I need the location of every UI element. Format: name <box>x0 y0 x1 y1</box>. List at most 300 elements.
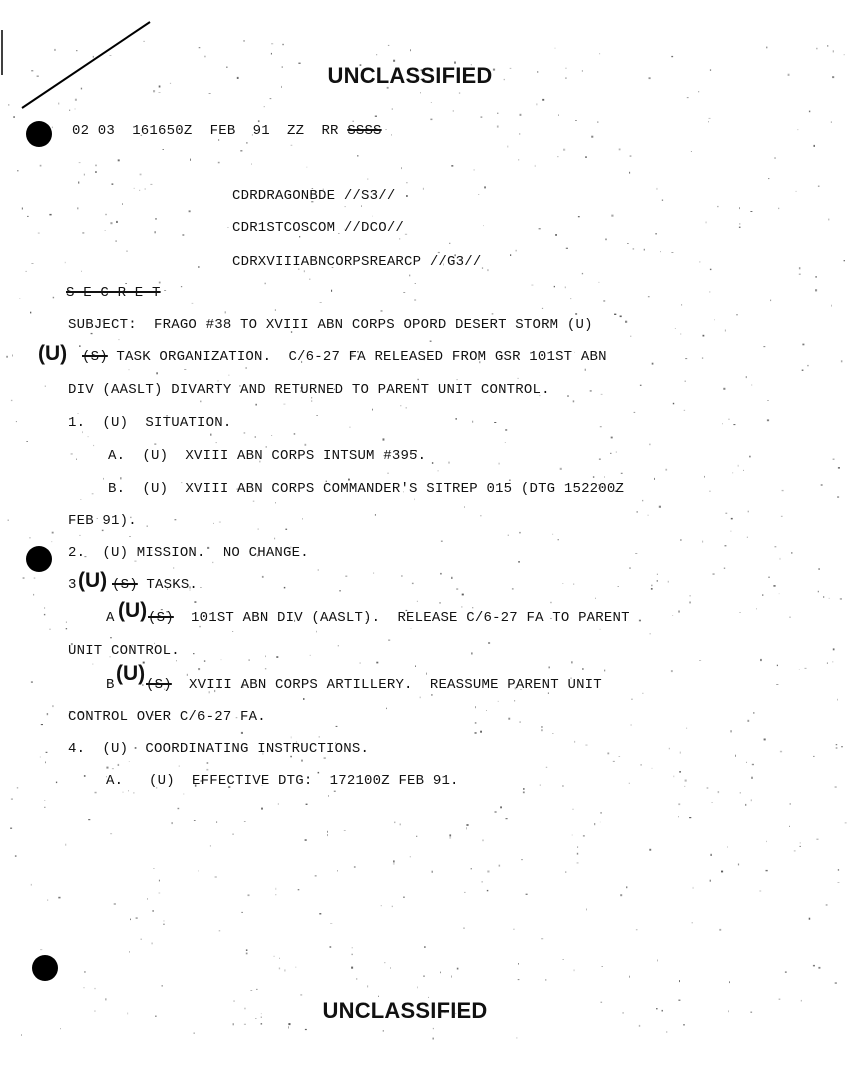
speckle <box>836 744 838 745</box>
speckle <box>159 92 161 93</box>
speckle <box>802 344 804 346</box>
speckle <box>216 442 217 443</box>
speckle <box>276 888 277 890</box>
speckle <box>246 953 248 955</box>
speckle <box>732 473 733 474</box>
speckle <box>678 611 680 613</box>
speckle <box>164 290 166 291</box>
speckle <box>390 967 391 969</box>
speckle <box>681 304 682 305</box>
speckle <box>748 511 749 513</box>
speckle <box>800 843 801 844</box>
speckle <box>600 812 602 814</box>
speckle <box>84 775 86 777</box>
speckle <box>84 987 85 988</box>
speckle <box>391 134 392 135</box>
speckle <box>673 403 674 405</box>
speckle <box>47 713 48 715</box>
speckle <box>482 267 483 269</box>
speckle <box>651 588 653 590</box>
speckle <box>668 581 669 583</box>
speckle <box>84 174 85 176</box>
speckle <box>573 584 574 585</box>
speckle <box>652 363 654 365</box>
speckle <box>472 607 473 608</box>
coordinating-heading: 4. (U) COORDINATING INSTRUCTIONS. <box>68 741 370 757</box>
speckle <box>657 188 658 190</box>
speckle <box>163 924 165 925</box>
speckle <box>582 668 584 669</box>
speckle <box>71 453 73 454</box>
speckle <box>367 985 368 987</box>
speckle <box>246 142 248 143</box>
speckle <box>730 531 731 532</box>
speckle <box>181 286 182 287</box>
speckle <box>466 824 468 826</box>
speckle <box>213 523 214 524</box>
speckle <box>271 53 272 55</box>
speckle <box>841 746 842 747</box>
speckle <box>27 216 29 217</box>
speckle <box>710 880 711 882</box>
speckle <box>488 642 490 644</box>
speckle <box>141 939 142 940</box>
speckle <box>40 949 42 950</box>
speckle <box>762 594 763 596</box>
speckle <box>702 541 703 543</box>
speckle <box>265 656 266 658</box>
tasks-item-a-line-1 <box>148 610 630 626</box>
situation-item-b-line-2: FEB 91). <box>68 513 137 529</box>
speckle <box>729 981 730 983</box>
speckle <box>301 760 302 762</box>
struck-marking: (S) <box>112 577 138 593</box>
speckle <box>316 415 317 416</box>
speckle <box>484 186 486 188</box>
speckle <box>487 871 489 873</box>
speckle <box>221 660 222 661</box>
speckle <box>685 358 687 359</box>
speckle <box>837 699 838 701</box>
speckle <box>255 436 256 438</box>
speckle <box>279 968 280 970</box>
speckle <box>315 876 317 877</box>
speckle <box>44 608 45 609</box>
speckle <box>316 631 317 633</box>
speckle <box>718 791 720 793</box>
speckle <box>708 121 709 122</box>
speckle <box>261 808 263 810</box>
speckle <box>26 271 27 272</box>
speckle <box>500 806 502 808</box>
speckle <box>274 538 275 540</box>
speckle <box>494 422 496 423</box>
speckle <box>189 210 191 212</box>
speckle <box>399 238 400 239</box>
speckle <box>136 917 138 919</box>
speckle <box>611 437 613 439</box>
speckle <box>116 221 118 223</box>
speckle <box>773 585 775 587</box>
speckle <box>11 400 13 401</box>
speckle <box>807 365 808 366</box>
handwritten-marking: (U) <box>116 662 146 685</box>
speckle <box>129 951 130 953</box>
speckle <box>155 231 156 233</box>
speckle <box>709 491 710 492</box>
speckle <box>58 103 59 105</box>
speckle <box>519 133 520 135</box>
speckle <box>449 462 450 464</box>
speckle <box>733 424 735 425</box>
speckle <box>199 47 201 48</box>
handwritten-marking: (U) <box>78 569 108 592</box>
speckle <box>669 748 670 750</box>
speckle <box>378 996 379 997</box>
speckle <box>751 385 752 386</box>
speckle <box>586 909 587 911</box>
speckle <box>641 764 642 766</box>
speckle <box>334 791 336 792</box>
speckle <box>475 722 477 723</box>
speckle <box>499 463 500 465</box>
speckle <box>88 819 90 820</box>
speckle <box>828 219 829 221</box>
speckle <box>411 628 412 629</box>
speckle <box>449 834 451 836</box>
speckle <box>597 121 598 122</box>
speckle <box>150 184 152 185</box>
speckle <box>739 207 740 209</box>
speckle <box>52 532 54 534</box>
speckle <box>746 376 747 378</box>
speckle <box>253 501 255 502</box>
speckle <box>76 50 77 51</box>
speckle <box>375 116 377 118</box>
speckle <box>837 496 839 498</box>
speckle <box>595 598 596 599</box>
speckle <box>215 876 217 877</box>
speckle <box>134 188 135 189</box>
dtg-text: 02 03 161650Z FEB 91 ZZ RR <box>72 123 348 139</box>
speckle <box>756 608 757 609</box>
speckle <box>618 586 619 587</box>
speckle <box>566 248 568 249</box>
speckle <box>629 976 630 978</box>
speckle <box>44 614 45 615</box>
speckle <box>816 839 818 840</box>
speckle <box>88 437 89 438</box>
struck-marking: (S) <box>148 610 174 626</box>
speckle <box>630 336 631 337</box>
speckle <box>600 629 601 630</box>
speckle <box>838 869 839 871</box>
speckle <box>747 720 749 722</box>
speckle <box>431 102 432 103</box>
speckle <box>179 766 180 767</box>
speckle <box>652 768 653 769</box>
speckle <box>7 356 8 358</box>
speckle <box>17 788 18 789</box>
speckle <box>52 127 53 129</box>
speckle <box>713 574 715 575</box>
speckle <box>815 276 816 277</box>
speckle <box>112 183 114 185</box>
speckle <box>299 236 300 237</box>
speckle <box>320 302 322 303</box>
speckle <box>79 345 80 347</box>
speckle <box>54 49 56 51</box>
speckle <box>598 282 599 283</box>
speckle <box>481 515 482 516</box>
speckle <box>360 662 361 663</box>
speckle <box>424 946 426 947</box>
speckle <box>665 469 667 471</box>
speckle <box>130 919 131 921</box>
speckle <box>601 394 603 395</box>
speckle <box>416 836 417 837</box>
speckle <box>275 309 276 311</box>
speckle <box>657 960 658 962</box>
speckle <box>154 868 155 869</box>
speckle <box>403 897 405 898</box>
speckle <box>77 207 78 209</box>
speckle <box>724 568 725 569</box>
speckle <box>248 659 250 660</box>
speckle <box>38 233 40 234</box>
speckle <box>84 971 86 973</box>
speckle <box>459 93 460 94</box>
speckle <box>438 252 440 253</box>
speckle <box>116 240 117 242</box>
speckle <box>153 910 154 912</box>
speckle <box>789 617 791 618</box>
speckle <box>794 850 796 851</box>
speckle <box>630 156 632 157</box>
speckle <box>271 43 273 44</box>
speckle <box>814 145 815 147</box>
speckle <box>456 588 458 589</box>
speckle <box>373 572 374 573</box>
speckle <box>451 976 452 978</box>
speckle <box>680 752 681 754</box>
speckle <box>426 673 427 675</box>
speckle <box>388 45 389 46</box>
speckle <box>431 694 433 696</box>
speckle <box>629 567 630 569</box>
speckle <box>599 459 601 460</box>
speckle <box>462 594 464 596</box>
speckle <box>306 804 308 805</box>
speckle <box>603 300 605 302</box>
speckle <box>610 453 611 454</box>
speckle <box>415 666 416 667</box>
speckle <box>377 54 378 55</box>
speckle <box>649 849 651 851</box>
speckle <box>393 60 395 62</box>
speckle <box>466 827 467 829</box>
speckle <box>691 151 692 152</box>
speckle <box>827 45 828 47</box>
speckle <box>110 55 112 56</box>
speckle <box>256 989 258 990</box>
speckle <box>497 113 498 114</box>
speckle <box>270 98 272 99</box>
speckle <box>420 697 421 699</box>
speckle <box>690 595 691 597</box>
speckle <box>751 777 752 779</box>
speckle <box>714 319 715 320</box>
speckle <box>383 438 385 440</box>
speckle <box>285 529 287 530</box>
speckle <box>478 194 479 195</box>
speckle <box>499 865 501 867</box>
speckle <box>671 252 673 253</box>
speckle <box>679 980 680 982</box>
tasks-heading-line <box>112 577 198 593</box>
speckle <box>352 954 353 955</box>
speckle <box>829 598 830 599</box>
speckle <box>764 739 766 741</box>
speckle <box>735 755 736 757</box>
struck-routing-text: SSSS <box>347 123 382 139</box>
speckle <box>841 360 843 362</box>
speckle <box>613 761 615 762</box>
speckle <box>690 602 691 604</box>
speckle <box>209 93 211 94</box>
speckle <box>178 808 180 809</box>
speckle <box>44 807 45 808</box>
speckle <box>785 972 787 973</box>
speckle <box>66 628 67 629</box>
speckle <box>738 864 739 866</box>
speckle <box>80 499 81 500</box>
speckle <box>604 477 605 478</box>
speckle <box>298 889 300 890</box>
speckle <box>702 357 703 358</box>
speckle <box>34 578 36 579</box>
speckle <box>65 262 66 263</box>
speckle <box>575 313 577 315</box>
speckle <box>432 462 433 464</box>
speckle <box>451 165 453 167</box>
speckle <box>10 828 12 829</box>
speckle <box>475 706 476 708</box>
speckle <box>457 968 459 970</box>
speckle <box>560 468 562 470</box>
speckle <box>717 206 718 207</box>
speckle <box>194 820 196 821</box>
speckle <box>770 300 771 302</box>
speckle <box>412 583 414 584</box>
speckle <box>284 587 286 589</box>
speckle <box>655 233 657 234</box>
speckle <box>674 776 675 778</box>
speckle <box>818 967 820 969</box>
speckle <box>93 445 94 446</box>
speckle <box>683 1024 684 1025</box>
speckle <box>56 782 57 784</box>
speckle <box>417 601 418 602</box>
speckle <box>719 929 721 931</box>
speckle <box>143 41 145 42</box>
speckle <box>562 786 564 787</box>
speckle <box>140 174 142 176</box>
speckle <box>731 518 733 520</box>
speckle <box>453 110 454 112</box>
speckle <box>381 310 383 311</box>
speckle <box>505 442 506 443</box>
speckle <box>110 637 112 638</box>
speckle <box>19 298 20 299</box>
speckle <box>79 535 80 536</box>
speckle <box>102 530 104 531</box>
speckle <box>327 831 328 833</box>
speckle <box>684 410 685 411</box>
speckle <box>219 930 221 931</box>
speckle <box>555 48 556 49</box>
speckle <box>577 863 579 864</box>
speckle <box>229 375 230 376</box>
speckle <box>309 279 310 280</box>
speckle <box>210 434 211 436</box>
speckle <box>574 741 575 743</box>
speckle <box>13 116 15 118</box>
speckle <box>520 114 522 116</box>
speckle <box>799 274 801 275</box>
speckle <box>49 629 51 630</box>
speckle <box>40 165 42 167</box>
speckle <box>392 108 393 110</box>
speckle <box>540 784 541 786</box>
speckle <box>844 54 845 55</box>
speckle <box>33 594 34 596</box>
speckle <box>680 334 681 335</box>
speckle <box>662 200 663 201</box>
task-org-line-2: DIV (AASLT) DIVARTY AND RETURNED TO PARENT UNIT CONTROL. <box>68 382 550 398</box>
speckle <box>539 228 541 229</box>
speckle <box>262 576 264 578</box>
tasks-item-a-line-2: UNIT CONTROL. <box>68 643 180 659</box>
speckle <box>464 928 465 929</box>
speckle <box>703 335 705 337</box>
speckle <box>549 667 550 669</box>
speckle <box>184 794 185 795</box>
speckle <box>455 418 457 419</box>
speckle <box>8 520 9 522</box>
speckle <box>571 661 573 663</box>
speckle <box>745 804 746 806</box>
speckle <box>82 431 83 433</box>
speckle <box>835 786 837 788</box>
speckle <box>338 645 339 646</box>
speckle <box>684 786 685 787</box>
speckle <box>781 516 783 517</box>
speckle <box>510 254 511 256</box>
speckle <box>838 467 840 469</box>
speckle <box>439 602 441 604</box>
speckle <box>577 846 578 847</box>
speckle <box>818 568 819 570</box>
speckle <box>372 216 373 217</box>
speckle <box>45 386 46 387</box>
speckle <box>782 490 784 491</box>
speckle <box>738 465 739 467</box>
speckle <box>274 956 275 957</box>
speckle <box>600 426 602 427</box>
speckle <box>537 103 538 105</box>
speckle <box>593 476 594 478</box>
